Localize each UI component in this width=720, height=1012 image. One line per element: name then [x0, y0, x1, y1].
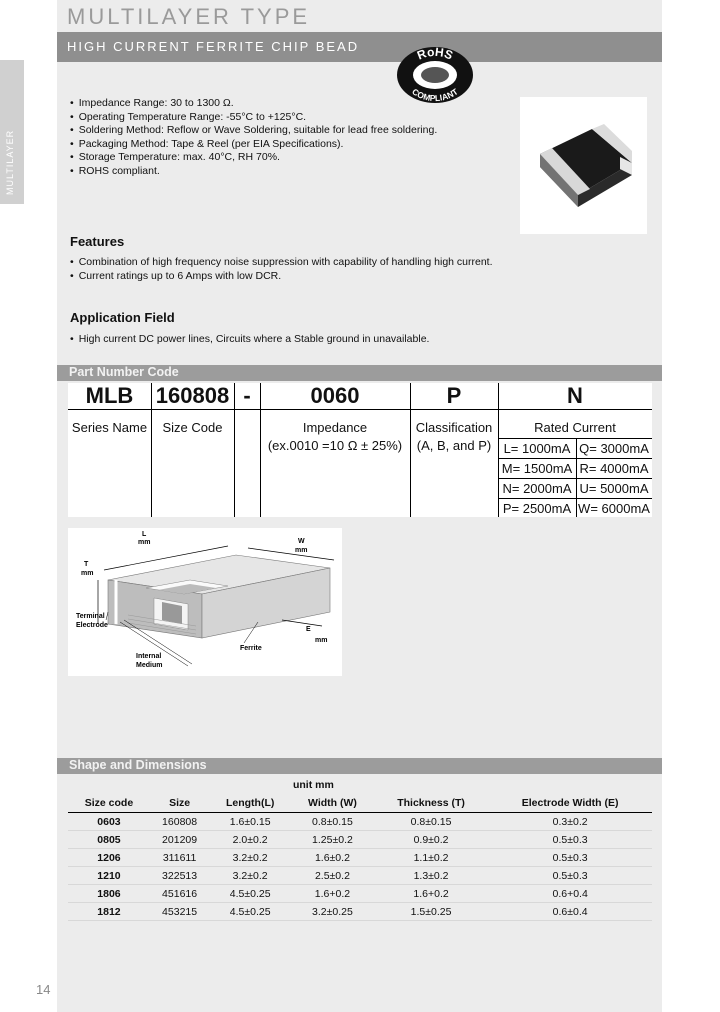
impedance-example: (ex.0010 =10 Ω ± 25%)	[267, 438, 403, 453]
chip-bead-photo	[520, 97, 647, 234]
rated-current-value: P= 2500mA	[502, 501, 572, 516]
table-cell: 0805	[68, 831, 150, 849]
column-header: Size code	[68, 794, 150, 813]
code-size: 160808	[155, 383, 230, 408]
table-cell: 0.9±0.2	[374, 831, 489, 849]
rated-current-value: R= 4000mA	[579, 461, 649, 476]
table-cell: 3.2±0.2	[209, 867, 291, 885]
internal-label: Internal	[136, 653, 162, 660]
part-number-heading: Part Number Code	[69, 365, 179, 379]
thickness-unit: mm	[81, 570, 94, 577]
table-cell: 1812	[68, 903, 150, 921]
divider	[498, 458, 652, 459]
terminal-label: Terminal	[76, 613, 105, 620]
unit-label: unit mm	[292, 779, 334, 791]
table-cell: 0.6+0.4	[488, 885, 652, 903]
rated-current-value: N= 2000mA	[502, 481, 572, 496]
divider	[68, 409, 652, 410]
table-cell: 1.5±0.25	[374, 903, 489, 921]
divider	[498, 478, 652, 479]
divider	[498, 498, 652, 499]
thickness-label: T	[84, 561, 89, 568]
column-header: Length(L)	[209, 794, 291, 813]
side-tab	[0, 60, 24, 204]
code-classification: P	[446, 383, 462, 408]
rated-current-value: M= 1500mA	[501, 461, 573, 476]
rated-current-value: L= 1000mA	[503, 441, 571, 456]
table-row	[68, 867, 652, 885]
table-cell: 2.0±0.2	[209, 831, 291, 849]
width-label: W	[298, 538, 305, 545]
side-tab-label: MULTILAYER	[5, 129, 15, 195]
list-item: • Current ratings up to 6 Amps with low DCR.	[70, 270, 493, 284]
electrode-width-label: E	[306, 626, 311, 633]
table-cell: 160808	[150, 813, 209, 831]
dimensions-heading: Shape and Dimensions	[69, 758, 207, 772]
application-heading: Application Field	[70, 310, 175, 325]
table-cell: 1.6±0.2	[291, 849, 374, 867]
table-row	[68, 813, 652, 831]
dimensions-band	[57, 758, 662, 774]
table-cell: 3.2±0.2	[209, 849, 291, 867]
chip-structure-diagram	[68, 528, 342, 676]
table-cell: 4.5±0.25	[209, 903, 291, 921]
application-list	[70, 333, 429, 347]
code-rated-current: N	[567, 383, 583, 408]
medium-label: Medium	[136, 662, 163, 669]
part-number-table	[68, 383, 652, 517]
table-cell: 0.6±0.4	[488, 903, 652, 921]
rated-current-label: Rated Current	[534, 420, 616, 435]
table-cell: 1.6+0.2	[374, 885, 489, 903]
impedance-label: Impedance	[302, 420, 368, 435]
table-row	[68, 849, 652, 867]
column-header: Electrode Width (E)	[488, 794, 652, 813]
page-number: 14	[36, 982, 51, 997]
rated-current-value: W= 6000mA	[578, 501, 650, 516]
table-cell: 1.6±0.15	[209, 813, 291, 831]
table-cell: 0603	[68, 813, 150, 831]
table-cell: 1806	[68, 885, 150, 903]
column-header: Width (W)	[291, 794, 374, 813]
table-cell: 1.6+0.2	[291, 885, 374, 903]
features-list	[70, 256, 493, 283]
spec-list	[70, 97, 437, 178]
rohs-top-text: RoHS	[415, 44, 455, 63]
list-item: • ROHS compliant.	[70, 165, 437, 179]
part-number-band	[57, 365, 662, 381]
table-cell: 0.8±0.15	[291, 813, 374, 831]
blank-header	[374, 776, 652, 794]
ferrite-label: Ferrite	[240, 645, 262, 652]
table-row	[68, 831, 652, 849]
width-unit: mm	[295, 547, 308, 554]
page-subtitle: HIGH CURRENT FERRITE CHIP BEAD	[67, 39, 360, 54]
subtitle-bar	[57, 32, 662, 62]
table-cell: 0.5±0.3	[488, 831, 652, 849]
code-series: MLB	[85, 383, 134, 408]
code-impedance: 0060	[310, 383, 360, 408]
table-cell: 1.1±0.2	[374, 849, 489, 867]
table-cell: 1210	[68, 867, 150, 885]
table-cell: 453215	[150, 903, 209, 921]
list-item: • Soldering Method: Reflow or Wave Soldering, suitable for lead free soldering.	[70, 124, 437, 138]
table-cell: 0.8±0.15	[374, 813, 489, 831]
table-cell: 1.3±0.2	[374, 867, 489, 885]
list-item: • High current DC power lines, Circuits where a Stable ground in unavailable.	[70, 333, 429, 347]
rated-current-value: U= 5000mA	[579, 481, 649, 496]
blank-header	[68, 776, 209, 794]
table-row	[68, 885, 652, 903]
page-title: MULTILAYER TYPE	[67, 4, 311, 29]
list-item: • Operating Temperature Range: -55°C to +125°C.	[70, 111, 437, 125]
table-cell: 1.25±0.2	[291, 831, 374, 849]
table-cell: 1206	[68, 849, 150, 867]
list-item: • Combination of high frequency noise suppression with capability of handling high current.	[70, 256, 493, 270]
table-cell: 0.3±0.2	[488, 813, 652, 831]
size-code-label: Size Code	[162, 420, 223, 435]
electrode-width-unit: mm	[315, 637, 328, 644]
length-label: L	[142, 531, 147, 538]
list-item: • Impedance Range: 30 to 1300 Ω.	[70, 97, 437, 111]
electrode-label: Electrode	[76, 622, 108, 629]
table-cell: 311611	[150, 849, 209, 867]
table-cell: 0.5±0.3	[488, 867, 652, 885]
table-cell: 0.5±0.3	[488, 849, 652, 867]
rated-current-value: Q= 3000mA	[579, 441, 649, 456]
table-cell: 2.5±0.2	[291, 867, 374, 885]
length-unit: mm	[138, 539, 151, 546]
series-name-label: Series Name	[71, 420, 148, 435]
table-cell: 3.2±0.25	[291, 903, 374, 921]
list-item: • Packaging Method: Tape & Reel (per EIA Specifications).	[70, 138, 437, 152]
table-cell: 451616	[150, 885, 209, 903]
table-cell: 201209	[150, 831, 209, 849]
list-item: • Storage Temperature: max. 40°C, RH 70%.	[70, 151, 437, 165]
features-heading: Features	[70, 234, 125, 249]
table-cell: 322513	[150, 867, 209, 885]
column-header: Size	[150, 794, 209, 813]
dimensions-table	[68, 776, 652, 921]
classification-label: Classification	[415, 420, 493, 435]
column-header: Thickness (T)	[374, 794, 489, 813]
table-cell: 4.5±0.25	[209, 885, 291, 903]
code-separator: -	[243, 383, 251, 408]
classification-values: (A, B, and P)	[416, 438, 492, 453]
rohs-bottom-text: COMPLIANT	[410, 86, 460, 104]
table-row	[68, 903, 652, 921]
divider	[498, 438, 652, 439]
